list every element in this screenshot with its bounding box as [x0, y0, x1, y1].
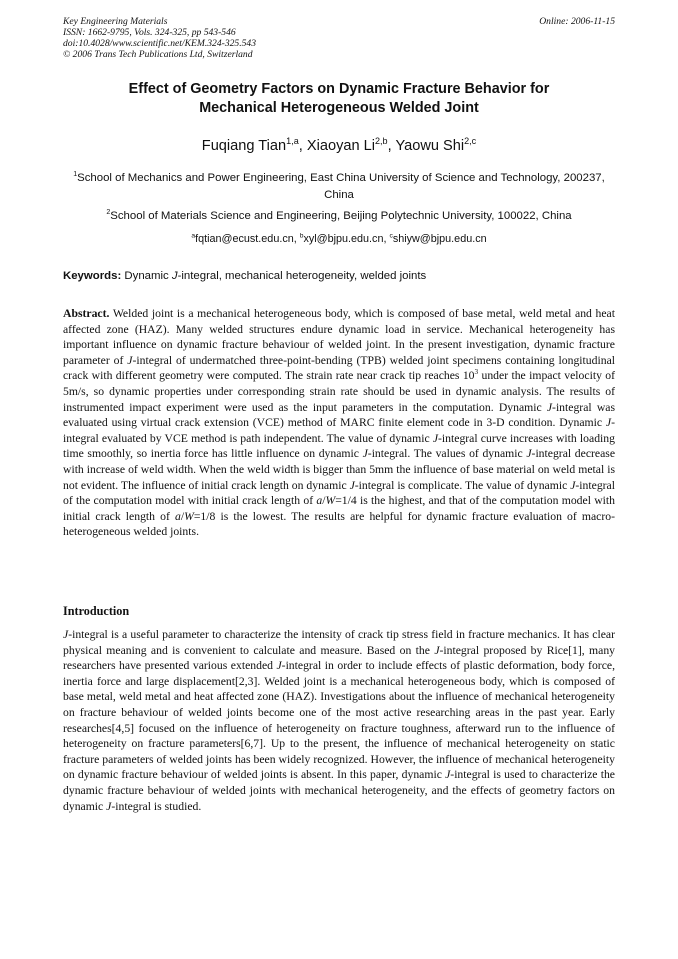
- intro-text: -integral is studied.: [111, 799, 202, 813]
- author-2: , Xiaoyan Li: [298, 138, 376, 154]
- keywords-text-rest: -integral, mechanical heterogeneity, welded joints: [177, 270, 427, 282]
- italic-j: J: [570, 478, 576, 492]
- author-1-sup: 1,a: [286, 136, 299, 147]
- author-2-sup: 2,b: [375, 136, 388, 147]
- abstract-label: Abstract.: [63, 307, 110, 320]
- affiliation-1-text: School of Mechanics and Power Engineering, East China University of Science and Technology, 200237, China: [77, 172, 605, 201]
- intro-text: -integral proposed by Rice[1], many researchers have presented various extended: [63, 643, 616, 673]
- email-2-sup: b: [299, 232, 304, 240]
- abstract-text: -integral. The values of dynamic: [367, 447, 527, 461]
- author-3: , Yaowu Shi: [387, 138, 465, 154]
- italic-a: a: [316, 494, 323, 508]
- page-header: [63, 16, 615, 60]
- keywords-text: Dynamic: [121, 270, 172, 282]
- abstract-text: -integral evaluated by VCE method is path independent. The value of dynamic: [63, 416, 615, 445]
- section-heading-introduction: Introduction: [63, 604, 130, 618]
- italic-j: J: [349, 478, 355, 492]
- title-line-1: Effect of Geometry Factors on Dynamic Fracture Behavior for: [128, 81, 550, 97]
- italic-w: W: [325, 494, 336, 508]
- intro-text: -integral in order to include effects of plastic deformation, body force, inertia force and large displacement[2,3]. Welded joint is a mechanical heterogeneous body, which is composed of base metal, weld metal and heat affected zone (HAZ). Investigations about the influence of mechanical heterogeneity on fracture behaviour of welded joints become one of the most active researching areas in the past year. Early researches[4,5] focused on the influence of heterogeneity on fracture toughness, afterward run to the influence of heterogeneity on fracture parameters[6,7]. Up to the present, the influence of mechanical heterogeneity on static fracture parameters of welded joints has been widely recognized. However, the influence of mechanical heterogeneity on dynamic fracture behaviour of welded joints is absent. In this paper, dynamic: [63, 659, 615, 782]
- italic-j: J: [127, 353, 133, 367]
- italic-j: J: [276, 659, 282, 673]
- abstract-text: under the impact velocity of 5m/s, so dynamic properties under corresponding strain rate should be used in dynamic analysis. The results of instrumented impact experiment were used as the input parameters in the computation. Dynamic: [63, 369, 616, 414]
- intro-text: -integral is a useful parameter to characterize the intensity of crack tip stress field in fracture mechanics. It has clear physical meaning and is convenient to calculate and measure. Based on the: [63, 628, 615, 657]
- keywords-italic-j: J: [171, 270, 178, 282]
- title-line-2: Mechanical Heterogeneous Welded Joint: [199, 100, 479, 116]
- italic-j: J: [362, 447, 368, 461]
- author-3-sup: 2,c: [464, 136, 477, 147]
- journal-name: Key Engineering Materials: [63, 16, 168, 27]
- italic-j: J: [445, 768, 451, 782]
- keywords-label: Keywords:: [63, 270, 122, 282]
- abstract-text: -integral decrease with increase of weld width. When the weld width is bigger than 5mm the influence of base material on weld metal is not evident. The influence of initial crack length on dynamic: [63, 447, 616, 492]
- paper-title: [60, 80, 618, 118]
- abstract-sup: 3: [474, 368, 479, 377]
- email-list: [60, 232, 618, 247]
- slash: /: [180, 509, 185, 523]
- italic-j: J: [526, 447, 532, 461]
- abstract-text: -integral was evaluated using virtual crack extension (VCE) method of MARC finite element code in 3-D condition. Dynamic: [63, 400, 616, 430]
- publication-info: [63, 16, 256, 60]
- email-2[interactable]: xyl@bjpu.edu.cn,: [303, 233, 390, 245]
- email-1-sup: a: [191, 232, 196, 240]
- slash: /: [322, 494, 326, 508]
- abstract-text: -integral of undermatched three-point-bending (TPB) welded joint specimens containing longitudinal crack with different geometry were computed. The strain rate near crack tip reaches 10: [63, 353, 616, 383]
- italic-j: J: [63, 628, 69, 641]
- email-1[interactable]: fqtian@ecust.edu.cn,: [195, 233, 300, 245]
- author-1: Fuqiang Tian: [201, 138, 287, 154]
- italic-j: J: [605, 416, 612, 430]
- abstract-text: Welded joint is a mechanical heterogeneous body, which is composed of base metal, weld metal and heat affected zone (HAZ). Many welded structures endure dynamic load in service. Mechanical heterogeneity has important influence on dynamic fracture behaviour of welded joint. In the present investigation, dynamic fracture parameter of: [63, 307, 615, 367]
- abstract-text: -integral of the computation model with initial crack length of: [63, 478, 615, 508]
- copyright-line: © 2006 Trans Tech Publications Ltd, Switzerland: [63, 49, 253, 60]
- italic-w: W: [184, 509, 194, 523]
- issn-line: ISSN: 1662-9795, Vols. 324-325, pp 543-546: [63, 27, 236, 38]
- abstract-text: -integral curve increases with loading time smoothly, so inertia force has little influence on dynamic: [63, 431, 615, 461]
- affiliation-2: [60, 208, 618, 225]
- author-list: [40, 138, 638, 154]
- abstract-text: =1/4 is the highest, and that of the computation model with initial crack length of: [63, 494, 615, 523]
- intro-text: -integral is used to characterize the dynamic fracture behaviour of welded joints with mechanical heterogeneity, and the effects of geometry factors on dynamic: [63, 768, 615, 813]
- abstract-text: =1/8 is the lowest. The results are helpful for dynamic fracture evaluation of macro-heterogeneous welded joints.: [63, 509, 616, 539]
- doi-line[interactable]: doi:10.4028/www.scientific.net/KEM.324-325.543: [63, 38, 257, 49]
- keywords: [63, 269, 615, 284]
- affiliation-2-sup: 2: [106, 209, 111, 217]
- affiliation-2-text: School of Materials Science and Engineering, Beijing Polytechnic University, 100022, China: [110, 210, 572, 222]
- italic-j: J: [434, 643, 440, 657]
- email-3-sup: c: [389, 232, 393, 240]
- email-3[interactable]: shiyw@bjpu.edu.cn: [392, 233, 487, 245]
- italic-a: a: [175, 509, 181, 523]
- italic-j: J: [106, 799, 112, 813]
- online-date: Online: 2006-11-15: [539, 16, 615, 27]
- introduction-paragraph: [63, 627, 615, 814]
- abstract-paragraph: [63, 306, 615, 540]
- affiliation-1: [60, 170, 618, 204]
- abstract-text: -integral is complicate. The value of dynamic: [354, 478, 571, 492]
- italic-j: J: [546, 400, 553, 414]
- italic-j: J: [432, 431, 439, 445]
- affiliation-1-sup: 1: [73, 171, 78, 179]
